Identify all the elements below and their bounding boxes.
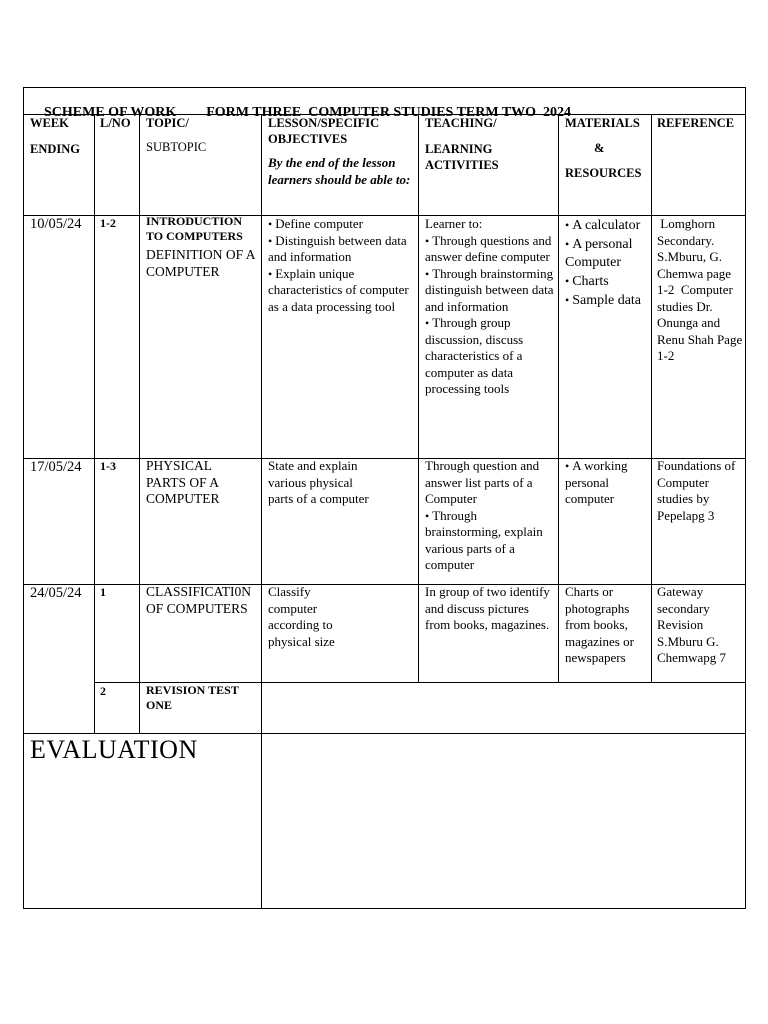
row1-objectives [268,216,414,315]
row1-subtopic-label: DEFINITION OF A COMPUTER [146,247,255,279]
row3-date: 24/05/24 [30,585,82,601]
row3-activities: In group of two identify and discuss pictures from books, magazines. [425,584,550,632]
activities-intro: Learner to: [425,216,483,231]
header-topic [146,115,258,156]
row1-lno: 1-2 [100,216,116,230]
row1-topic-label: INTRODUCTION TO COMPUTERS [146,214,243,243]
row2-reference: Foundations of Computer studies by Pepelapg 3 [657,458,736,523]
row2-date: 17/05/24 [30,459,82,475]
list-item: • Sample data [565,293,642,308]
row1-reference: Lomghorn Secondary. S.Mburu, G. Chemwa page 1-2 Computer studies Dr. Onunga and Renu Shah Page 1-2 [657,216,746,363]
list-item: • Through brainstorming, explain various parts of a computer [425,507,543,572]
scheme-title: SCHEME OF WORK [44,104,177,120]
header-lno: L/NO [100,116,131,130]
header-objectives-note: By the end of the lesson learners should be able to: [268,155,411,187]
list-item: • Charts [565,274,609,289]
row3-reference: Gateway secondary Revision S.Mburu G. Chemwapg 7 [657,584,726,665]
list-item: • A personal Computer [565,237,633,270]
row4-lno: 2 [100,684,106,698]
header-week-label: WEEK [30,116,69,130]
course-title: FORM THREE COMPUTER STUDIES TERM TWO 2024 [206,104,572,120]
row2-objectives: State and explain various physical parts of a computer [268,458,369,506]
activities-text: Through question and answer list parts of a Computer [425,458,540,506]
row3-lno: 1 [100,585,106,599]
list-item: • Explain unique characteristics of computer as a data processing tool [268,265,409,314]
row4-topic: REVISION TEST ONE [146,683,239,712]
row2-materials [565,458,649,508]
header-amp-label: & [594,141,605,155]
list-item: • Define computer [268,216,363,231]
row1-topic [146,214,258,280]
header-week [30,115,90,157]
column-divider [94,114,95,733]
header-resources-label: RESOURCES [565,166,642,180]
header-objectives-label: LESSON/SPECIFIC OBJECTIVES [268,116,380,146]
header-materials [565,115,649,181]
header-objectives [268,115,414,188]
row-divider [23,733,746,734]
list-item: • A working personal computer [565,458,628,506]
header-materials-label: MATERIALS [565,116,640,130]
row2-activities [425,458,555,574]
header-teaching-label: TEACHING/ [425,116,497,130]
row2-topic: PHYSICAL PARTS OF A COMPUTER [146,458,220,506]
header-subtopic-label: SUBTOPIC [146,140,207,154]
column-divider [558,114,559,682]
list-item: • Through questions and answer define computer [425,232,552,264]
list-item: • Distinguish between data and information [268,232,407,264]
header-topic-label: TOPIC/ [146,116,189,130]
header-ending-label: ENDING [30,142,81,156]
row1-materials [565,216,649,310]
column-divider [261,114,262,909]
column-divider [651,114,652,682]
header-teaching [425,115,555,173]
row2-lno: 1-3 [100,459,116,473]
header-learning-label: LEARNING ACTIVITIES [425,142,499,172]
row3-topic: CLASSIFICATI0N OF COMPUTERS [146,584,252,616]
row3-objectives: Classify computer according to physical size [268,584,335,649]
column-divider [418,114,419,682]
list-item: • Through brainstorming distinguish between data and information [425,265,554,314]
column-divider [139,114,140,733]
header-reference: REFERENCE [657,116,735,130]
list-item: • A calculator [565,218,641,233]
evaluation-label: EVALUATION [30,735,198,764]
row3-materials: Charts or photographs from books, magazines or newspapers [565,584,634,665]
row1-activities [425,216,555,398]
list-item: • Through group discussion, discuss characteristics of a computer as data processing tools [425,315,524,396]
row1-date: 10/05/24 [30,216,82,232]
